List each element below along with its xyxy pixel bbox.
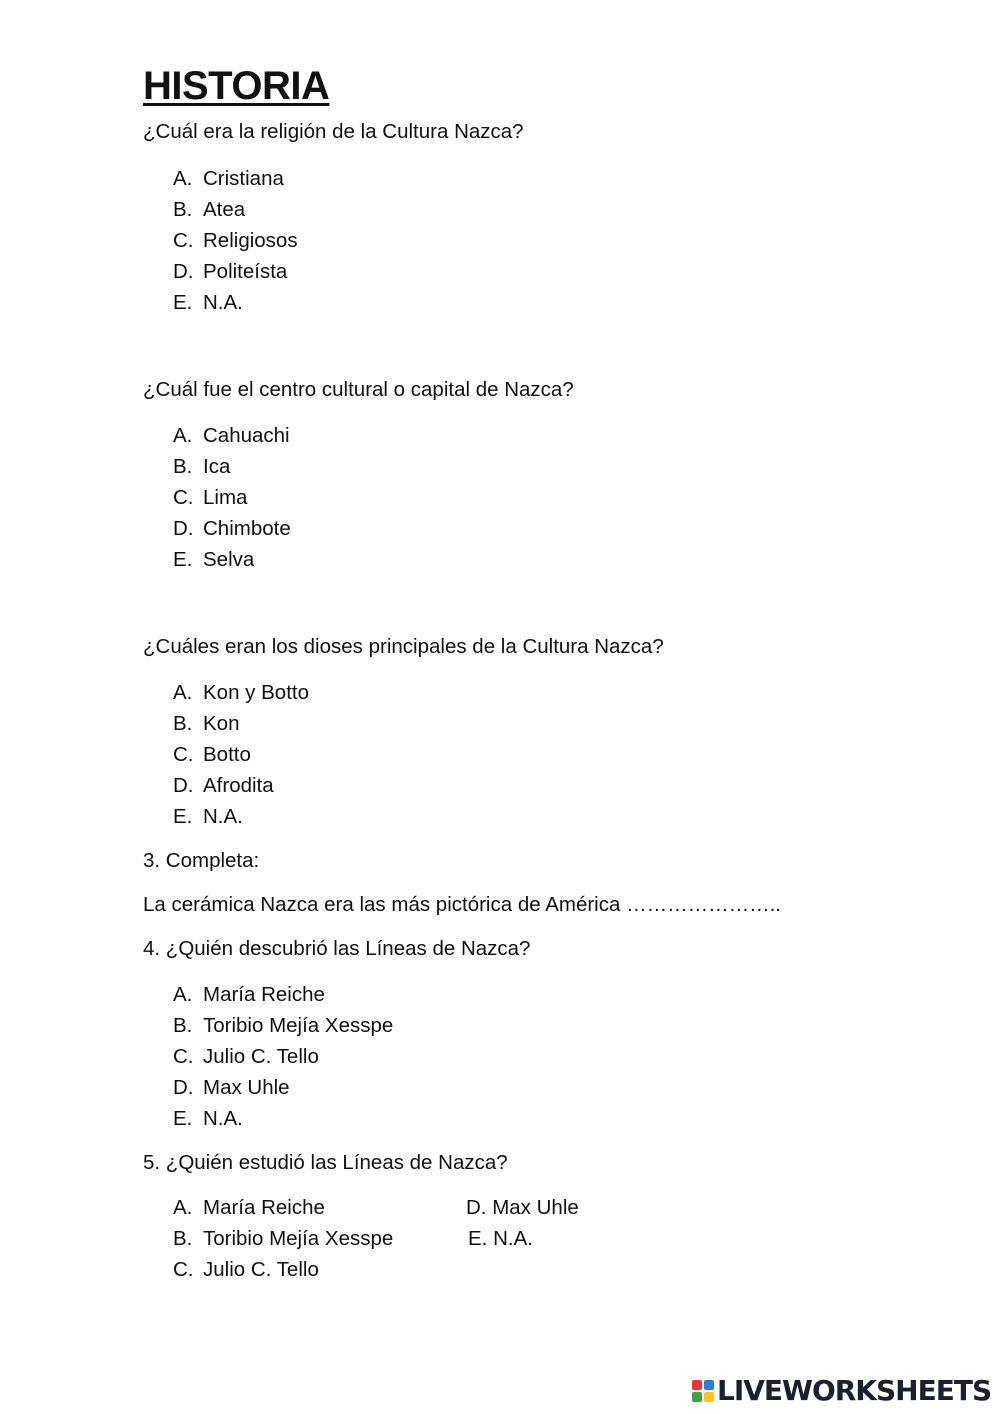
option[interactable]: D. Max Uhle <box>173 1076 290 1099</box>
option[interactable]: C. Julio C. Tello <box>173 1258 319 1281</box>
question-2-options <box>173 420 291 575</box>
logo-square <box>704 1392 714 1402</box>
question-5: 5. ¿Quién estudió las Líneas de Nazca? <box>143 1151 508 1174</box>
option[interactable]: B. Ica <box>173 455 231 478</box>
option[interactable]: E. N.A. <box>173 1107 243 1130</box>
option[interactable]: A. María Reiche <box>173 1196 325 1219</box>
option[interactable]: A. Kon y Botto <box>173 681 309 704</box>
question-2: ¿Cuál fue el centro cultural o capital de Nazca? <box>143 378 574 401</box>
option[interactable]: C. Botto <box>173 743 251 766</box>
option[interactable]: A. Cristiana <box>173 167 284 190</box>
option[interactable]: C. Religiosos <box>173 229 298 252</box>
question-1-options <box>173 163 298 318</box>
option[interactable]: A. María Reiche <box>173 983 325 1006</box>
question-3: ¿Cuáles eran los dioses principales de la Cultura Nazca? <box>143 635 664 658</box>
option[interactable]: D. Chimbote <box>173 517 291 540</box>
option[interactable]: C. Lima <box>173 486 248 509</box>
option[interactable]: B. Atea <box>173 198 246 221</box>
option[interactable]: E. N.A. <box>173 291 243 314</box>
question-1: ¿Cuál era la religión de la Cultura Nazca? <box>143 120 524 143</box>
logo-square <box>704 1380 714 1390</box>
option[interactable]: B. Kon <box>173 712 240 735</box>
page-title: HISTORIA <box>143 64 330 108</box>
question-4-options <box>173 979 393 1134</box>
logo-grid-icon <box>692 1380 714 1402</box>
question-5-options <box>173 1192 393 1285</box>
option[interactable]: B. Toribio Mejía Xesspe <box>173 1227 394 1250</box>
option[interactable]: C. Julio C. Tello <box>173 1045 319 1068</box>
logo-square <box>692 1392 702 1402</box>
option[interactable]: A. Cahuachi <box>173 424 290 447</box>
option[interactable]: E. N.A. <box>173 805 243 828</box>
complete-sentence[interactable]: La cerámica Nazca era las más pictórica de América ………………….. <box>143 893 781 916</box>
logo-square <box>692 1380 702 1390</box>
complete-heading: 3. Completa: <box>143 849 260 872</box>
question-3-options <box>173 677 309 832</box>
option[interactable]: E. N.A. <box>468 1227 533 1250</box>
option[interactable]: D. Politeísta <box>173 260 288 283</box>
option[interactable]: D. Max Uhle <box>466 1196 579 1219</box>
option[interactable]: B. Toribio Mejía Xesspe <box>173 1014 394 1037</box>
liveworksheets-logo <box>692 1374 991 1407</box>
question-4: 4. ¿Quién descubrió las Líneas de Nazca? <box>143 937 531 960</box>
logo-text: LIVEWORKSHEETS <box>717 1374 992 1407</box>
option[interactable]: D. Afrodita <box>173 774 274 797</box>
option[interactable]: E. Selva <box>173 548 255 571</box>
